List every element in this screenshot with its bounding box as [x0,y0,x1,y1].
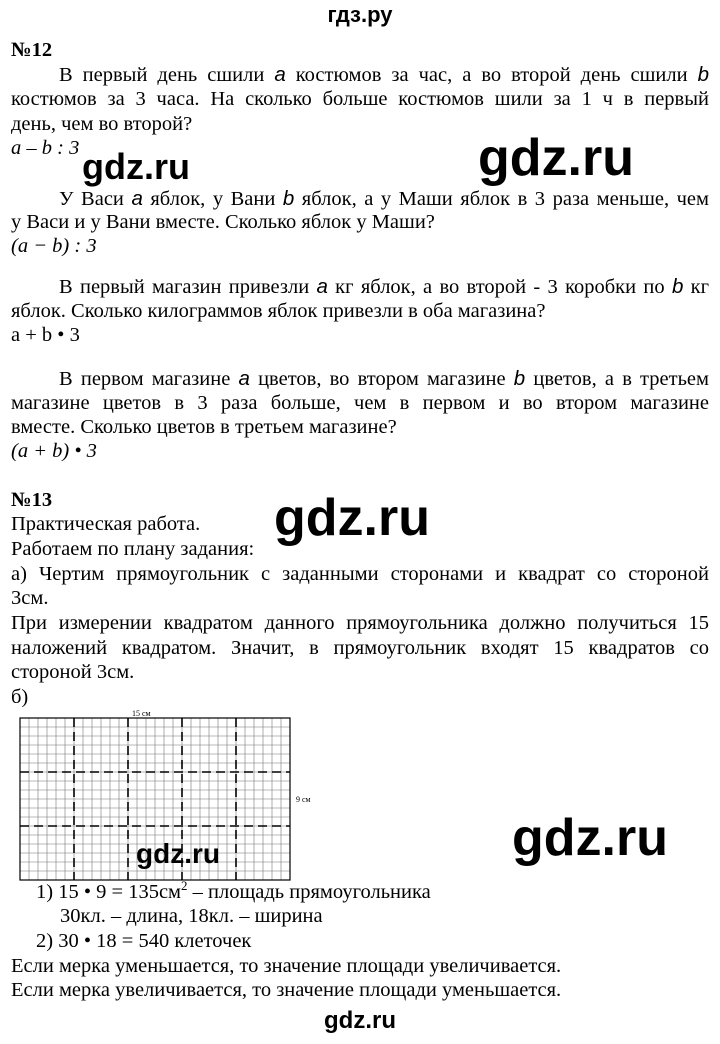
task12-p2-line2: у Васи и у Вани вместе. Сколько яблок у Маши? [11,211,435,233]
text-span: В первый день сшили [59,64,275,86]
task13-step2: 2) 30 • 18 = 540 клеточек [36,930,252,952]
task13-conclusion1: Если мерка уменьшается, то значение площади увеличивается. [11,955,562,977]
text-span: кг яблок, а во второй - 3 коробки по [327,276,672,298]
text-span: У Васи [59,188,132,210]
height-label: 9 см [296,795,311,804]
text-span: костюмов за час, а во второй день сшили [285,64,698,86]
task13-line7: стороной 3см. [11,661,135,683]
task12-p1-line2: костюмов за 3 часа. На сколько больше костюмов шили за 1 ч в первый [11,88,709,110]
task13-line2: Работаем по плану задания: [11,538,255,560]
task13-step1-note: 30кл. – длина, 18кл. – ширина [60,905,323,927]
text-span: цветов, во втором магазине [249,368,514,390]
var-a: a [238,367,250,390]
task12-p4-answer: (a + b) • 3 [11,440,97,462]
text-span: цветов, а в третьем [525,368,709,390]
text-span: В первый магазин привезли [59,276,317,298]
task12-p2-line1 [11,186,709,212]
task12-p4-line1 [11,366,709,392]
text-span: яблок, а у Маши яблок в 3 раза меньше, чем [294,188,709,210]
task13-line5: При измерении квадратом данного прямоугольника должно получиться 15 [11,612,709,634]
task13-line8: б) [11,686,29,708]
var-b: b [671,275,684,298]
site-footer: gdz.ru [324,1007,396,1034]
var-b: b [697,63,709,86]
task12-p3-line2: яблок. Сколько килограммов яблок привезли в оба магазина? [11,300,546,322]
var-b: b [282,187,295,210]
task13-number: №13 [11,489,53,511]
watermark: gdz.ru [274,489,430,547]
superscript: 2 [181,878,188,894]
text-span: – площадь прямоугольника [187,881,431,903]
task13-line6: наложений квадратом. Значит, в прямоугольник входят 15 квадратов со [11,637,709,659]
text-span: В первом магазине [59,368,239,390]
task13-line4: 3см. [11,587,49,609]
watermark: gdz.ru [512,809,668,867]
task12-p1-answer: a – b : 3 [11,137,80,159]
task13-line1: Практическая работа. [11,513,201,535]
task13-line3: а) Чертим прямоугольник с заданными сторонами и квадрат со стороной [11,563,709,585]
text-span: яблок, у Вани [142,188,283,210]
width-label: 15 см [132,709,151,718]
task12-p4-line2: магазине цветов в 3 раза больше, чем в первом и во втором магазине [11,392,709,414]
var-a: a [131,187,143,210]
text-span: 1) 15 • 9 = 135см [36,881,182,903]
text-span: кг [683,276,710,298]
task13-step1 [36,880,431,905]
watermark: gdz.ru [478,129,634,187]
task12-p3-answer: a + b • 3 [11,324,80,346]
task12-p3-line1 [11,274,709,300]
task12-number: №12 [11,39,53,61]
var-b: b [513,367,526,390]
task13-conclusion2: Если мерка увеличивается, то значение площади уменьшается. [11,979,562,1001]
task12-p2-answer: (a − b) : 3 [11,235,97,257]
watermark: gdz.ru [136,838,220,869]
task12-p1-line3: день, чем во второй? [11,113,193,135]
task12-p4-line3: вместе. Сколько цветов в третьем магазине? [11,416,397,438]
task12-p1-line1 [11,62,709,88]
var-a: a [274,63,286,86]
var-a: a [316,275,328,298]
site-header: гдз.ру [327,2,393,27]
watermark: gdz.ru [82,146,190,187]
